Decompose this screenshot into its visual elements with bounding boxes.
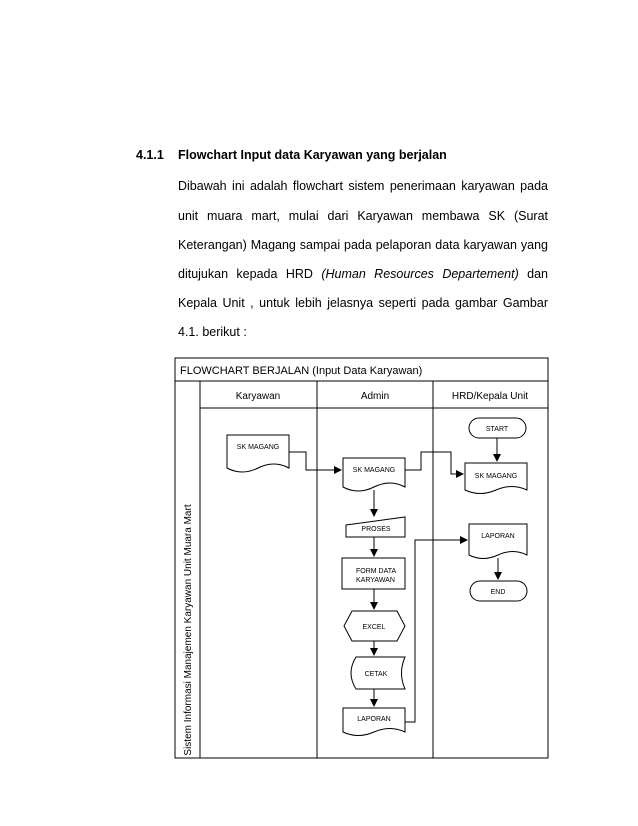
- paragraph-text: ditujukan kepada HRD: [178, 267, 313, 281]
- document-shape: [343, 458, 405, 491]
- lane-header-admin: Admin: [360, 391, 390, 402]
- flowchart-title: FLOWCHART BERJALAN (Input Data Karyawan): [180, 365, 423, 377]
- paragraph-line: Keterangan) Magang sampai pada pelaporan data karyawan yang: [178, 238, 548, 252]
- flow-arrow: [405, 452, 463, 474]
- shape-label-form-data: FORM DATA: [356, 568, 397, 575]
- shape-label-sk-magang: SK MAGANG: [352, 467, 396, 474]
- shape-label-laporan: LAPORAN: [481, 533, 515, 540]
- paragraph-line: Dibawah ini adalah flowchart sistem penerimaan karyawan pada: [178, 179, 548, 193]
- lane-header-karyawan: Karyawan: [235, 391, 281, 402]
- shape-label-start: START: [485, 426, 509, 433]
- document-shape: [469, 524, 527, 559]
- shape-label-laporan: LAPORAN: [357, 716, 391, 723]
- shape-label-sk-magang: SK MAGANG: [474, 473, 518, 480]
- paragraph-line: 4.1. berikut :: [178, 325, 247, 339]
- section-title: Flowchart Input data Karyawan yang berjalan: [178, 148, 447, 162]
- section-number: 4.1.1: [136, 148, 164, 162]
- shape-label-excel: EXCEL: [362, 624, 386, 631]
- paragraph-italic: (Human Resources Departement): [321, 267, 519, 281]
- shape-label-cetak: CETAK: [364, 671, 388, 678]
- paragraph-line: unit muara mart, mulai dari Karyawan membawa SK (Surat: [178, 209, 548, 223]
- document-shape: [227, 435, 289, 472]
- side-label: Sistem Informasi Manajemen Karyawan Unit Muara Mart: [183, 504, 194, 756]
- shape-label-form-data: KARYAWAN: [356, 577, 395, 584]
- flow-arrow: [289, 452, 341, 470]
- shape-label-end: END: [490, 589, 506, 596]
- flow-arrow: [405, 540, 467, 722]
- lane-header-hrd: HRD/Kepala Unit: [451, 391, 529, 402]
- shape-label-sk-magang: SK MAGANG: [236, 444, 280, 451]
- shape-label-proses: PROSES: [361, 526, 391, 533]
- paragraph-line: Kepala Unit , untuk lebih jelasnya seperti pada gambar Gambar: [178, 296, 548, 310]
- paragraph-text: dan: [527, 267, 549, 281]
